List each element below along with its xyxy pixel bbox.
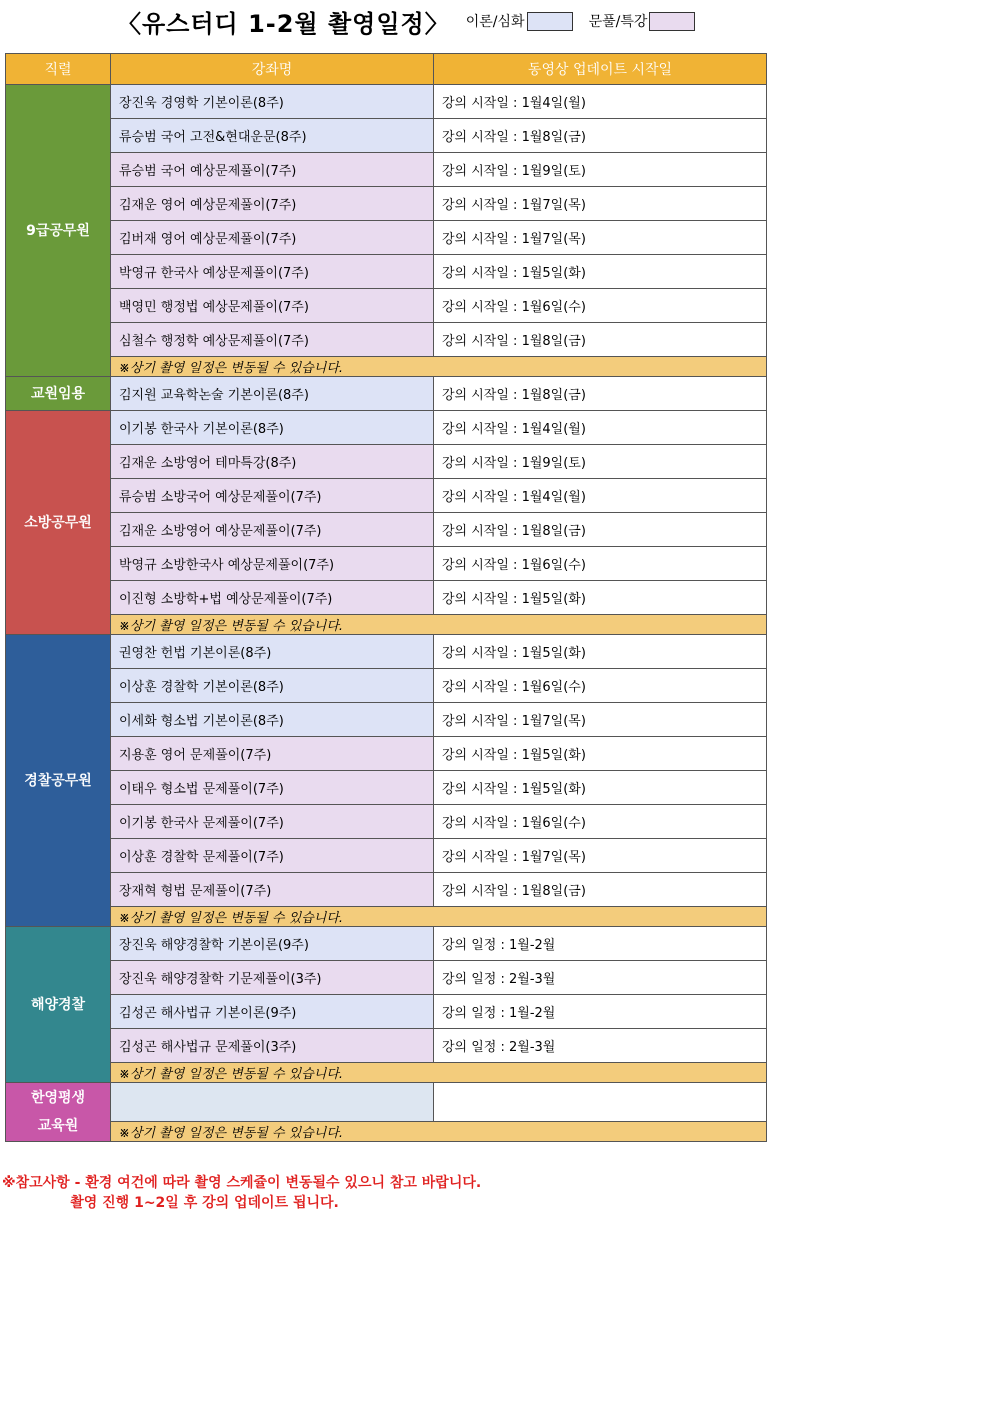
table-row xyxy=(6,153,767,187)
start-date: 강의 시작일 : 1월8일(금) xyxy=(434,119,767,153)
category-cell xyxy=(6,377,111,411)
table-row xyxy=(6,445,767,479)
category-label: 소방공무원 xyxy=(24,514,92,531)
start-date: 강의 시작일 : 1월5일(화) xyxy=(434,581,767,615)
note-row xyxy=(6,1063,767,1083)
category-cell xyxy=(6,927,111,1083)
table-row xyxy=(6,119,767,153)
table-row xyxy=(6,221,767,255)
course-name: 김지원 교육학논술 기본이론(8주) xyxy=(111,377,434,411)
table-row xyxy=(6,377,767,411)
legend-practice-label: 문풀/특강 xyxy=(588,14,648,30)
course-name: 김재운 영어 예상문제풀이(7주) xyxy=(111,187,434,221)
course-name: 이기봉 한국사 기본이론(8주) xyxy=(111,411,434,445)
table-row xyxy=(6,839,767,873)
table-row xyxy=(6,771,767,805)
table-row xyxy=(6,187,767,221)
table-row xyxy=(6,85,767,119)
category-cell xyxy=(6,635,111,927)
course-name: 류승범 국어 고전&현대운문(8주) xyxy=(111,119,434,153)
start-date: 강의 시작일 : 1월4일(월) xyxy=(434,411,767,445)
course-name: 김성곤 해사법규 기본이론(9주) xyxy=(111,995,434,1029)
table-row xyxy=(6,1083,767,1122)
table-row xyxy=(6,479,767,513)
note-row xyxy=(6,357,767,377)
start-date: 강의 시작일 : 1월8일(금) xyxy=(434,513,767,547)
start-date: 강의 시작일 : 1월6일(수) xyxy=(434,805,767,839)
header-category: 직렬 xyxy=(6,54,111,85)
table-row xyxy=(6,547,767,581)
start-date: 강의 일정 : 2월-3월 xyxy=(434,1029,767,1063)
schedule-change-note: ※상기 촬영 일정은 변동될 수 있습니다. xyxy=(111,357,767,377)
table-row xyxy=(6,927,767,961)
category-cell xyxy=(6,85,111,377)
start-date: 강의 시작일 : 1월8일(금) xyxy=(434,377,767,411)
header-start: 동영상 업데이트 시작일 xyxy=(434,54,767,85)
course-name: 장진욱 해양경찰학 기문제풀이(3주) xyxy=(111,961,434,995)
category-cell xyxy=(6,1083,111,1142)
table-row xyxy=(6,805,767,839)
course-name: 김버재 영어 예상문제풀이(7주) xyxy=(111,221,434,255)
start-date: 강의 시작일 : 1월8일(금) xyxy=(434,323,767,357)
course-name: 김재운 소방영어 테마특강(8주) xyxy=(111,445,434,479)
course-name: 류승범 국어 예상문제풀이(7주) xyxy=(111,153,434,187)
table-row xyxy=(6,323,767,357)
table-row xyxy=(6,635,767,669)
category-label: 해양경찰 xyxy=(30,996,86,1013)
start-date: 강의 일정 : 2월-3월 xyxy=(434,961,767,995)
start-date: 강의 시작일 : 1월6일(수) xyxy=(434,289,767,323)
start-date: 강의 시작일 : 1월7일(목) xyxy=(434,839,767,873)
title-row xyxy=(117,6,695,36)
course-name: 김성곤 해사법규 문제풀이(3주) xyxy=(111,1029,434,1063)
course-name: 박영규 소방한국사 예상문제풀이(7주) xyxy=(111,547,434,581)
legend-practice-swatch xyxy=(649,12,695,31)
start-date: 강의 시작일 : 1월7일(목) xyxy=(434,187,767,221)
table-row xyxy=(6,1029,767,1063)
start-date: 강의 시작일 : 1월6일(수) xyxy=(434,547,767,581)
course-name: 이진형 소방학+법 예상문제풀이(7주) xyxy=(111,581,434,615)
schedule-change-note: ※상기 촬영 일정은 변동될 수 있습니다. xyxy=(111,1063,767,1083)
table-row xyxy=(6,581,767,615)
course-name: 권영찬 헌법 기본이론(8주) xyxy=(111,635,434,669)
table-row xyxy=(6,961,767,995)
empty-start-cell xyxy=(434,1083,767,1122)
course-name: 이상훈 경찰학 기본이론(8주) xyxy=(111,669,434,703)
schedule-change-note: ※상기 촬영 일정은 변동될 수 있습니다. xyxy=(111,615,767,635)
course-name: 장진욱 해양경찰학 기본이론(9주) xyxy=(111,927,434,961)
start-date: 강의 일정 : 1월-2월 xyxy=(434,995,767,1029)
table-row xyxy=(6,995,767,1029)
table-row xyxy=(6,669,767,703)
course-name: 류승범 소방국어 예상문제풀이(7주) xyxy=(111,479,434,513)
table-row xyxy=(6,255,767,289)
legend-theory-swatch xyxy=(527,12,573,31)
table-row xyxy=(6,737,767,771)
schedule-table xyxy=(5,53,767,1142)
schedule-body xyxy=(6,85,767,1142)
footnote: ※참고사항 - 환경 여건에 따라 촬영 스케쥴이 변동될수 있으니 참고 바랍니다. 촬영 진행 1~2일 후 강의 업데이트 됩니다. xyxy=(2,1175,482,1211)
course-name: 이세화 형소법 기본이론(8주) xyxy=(111,703,434,737)
category-label: 교원임용 xyxy=(30,385,86,402)
start-date: 강의 시작일 : 1월5일(화) xyxy=(434,771,767,805)
category-label: 경찰공무원 xyxy=(24,772,92,789)
category-label: 한영평생 교육원 xyxy=(30,1090,86,1134)
empty-course-cell xyxy=(111,1083,434,1122)
legend-theory-label: 이론/심화 xyxy=(465,14,525,30)
start-date: 강의 시작일 : 1월5일(화) xyxy=(434,255,767,289)
note-row xyxy=(6,1122,767,1142)
course-name: 장재혁 형법 문제풀이(7주) xyxy=(111,873,434,907)
course-name: 박영규 한국사 예상문제풀이(7주) xyxy=(111,255,434,289)
start-date: 강의 시작일 : 1월5일(화) xyxy=(434,737,767,771)
schedule-change-note: ※상기 촬영 일정은 변동될 수 있습니다. xyxy=(111,907,767,927)
start-date: 강의 시작일 : 1월5일(화) xyxy=(434,635,767,669)
table-row xyxy=(6,873,767,907)
schedule-change-note: ※상기 촬영 일정은 변동될 수 있습니다. xyxy=(111,1122,767,1142)
start-date: 강의 시작일 : 1월4일(월) xyxy=(434,85,767,119)
course-name: 심철수 행정학 예상문제풀이(7주) xyxy=(111,323,434,357)
course-name: 장진욱 경영학 기본이론(8주) xyxy=(111,85,434,119)
table-row xyxy=(6,513,767,547)
header-course: 강좌명 xyxy=(111,54,434,85)
course-name: 김재운 소방영어 예상문제풀이(7주) xyxy=(111,513,434,547)
category-label: 9급공무원 xyxy=(26,222,90,239)
start-date: 강의 시작일 : 1월7일(목) xyxy=(434,221,767,255)
course-name: 이태우 형소법 문제풀이(7주) xyxy=(111,771,434,805)
start-date: 강의 일정 : 1월-2월 xyxy=(434,927,767,961)
category-cell xyxy=(6,411,111,635)
note-row xyxy=(6,907,767,927)
table-row xyxy=(6,289,767,323)
table-row xyxy=(6,411,767,445)
course-name: 지용훈 영어 문제풀이(7주) xyxy=(111,737,434,771)
note-row xyxy=(6,615,767,635)
start-date: 강의 시작일 : 1월9일(토) xyxy=(434,153,767,187)
start-date: 강의 시작일 : 1월4일(월) xyxy=(434,479,767,513)
course-name: 이기봉 한국사 문제풀이(7주) xyxy=(111,805,434,839)
start-date: 강의 시작일 : 1월8일(금) xyxy=(434,873,767,907)
start-date: 강의 시작일 : 1월6일(수) xyxy=(434,669,767,703)
course-name: 이상훈 경찰학 문제풀이(7주) xyxy=(111,839,434,873)
start-date: 강의 시작일 : 1월9일(토) xyxy=(434,445,767,479)
page-title: 〈유스터디 1-2월 촬영일정〉 xyxy=(117,9,450,38)
start-date: 강의 시작일 : 1월7일(목) xyxy=(434,703,767,737)
header-row xyxy=(6,54,767,85)
course-name: 백영민 행정법 예상문제풀이(7주) xyxy=(111,289,434,323)
table-row xyxy=(6,703,767,737)
